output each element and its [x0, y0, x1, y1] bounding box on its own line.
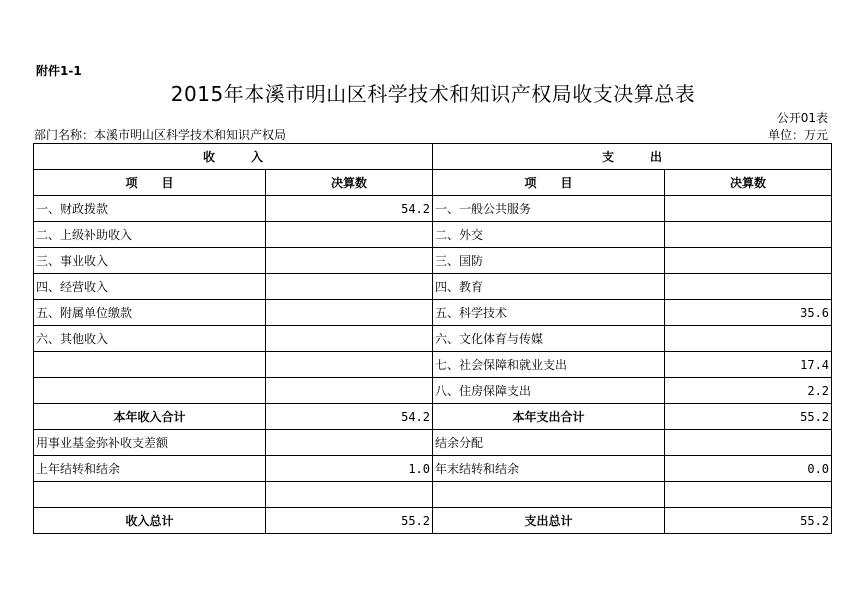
expense-amount: [665, 196, 832, 222]
income-item: 二、上级补助收入: [34, 222, 266, 248]
table-row: [34, 300, 832, 326]
empty-cell: [665, 482, 832, 508]
expense-item: 五、科学技术: [433, 300, 665, 326]
unit-label: 单位：万元: [767, 128, 828, 142]
expense-amount: 17.4: [665, 352, 832, 378]
expense-amount-header: 决算数: [665, 170, 832, 196]
income-amount-header: 决算数: [266, 170, 433, 196]
expense-amount: [665, 248, 832, 274]
department-name: 部门名称：本溪市明山区科学技术和知识产权局: [34, 128, 287, 142]
page-title: 2015年本溪市明山区科学技术和知识产权局收支决算总表: [170, 82, 696, 106]
expense-item-header: 项 目: [433, 170, 665, 196]
income-amount: [266, 274, 433, 300]
fund-gap-value: [266, 430, 433, 456]
expense-amount: 35.6: [665, 300, 832, 326]
income-amount: [266, 378, 433, 404]
empty-row: [34, 482, 832, 508]
section-header-row: [34, 144, 832, 170]
expense-amount: [665, 326, 832, 352]
income-total-label: 收入总计: [34, 508, 266, 534]
expense-item: 六、文化体育与传媒: [433, 326, 665, 352]
income-amount: [266, 300, 433, 326]
table-row: [34, 378, 832, 404]
expense-header: 支 出: [433, 144, 832, 170]
expense-item: 二、外交: [433, 222, 665, 248]
subtotal-row: [34, 404, 832, 430]
income-item-header: 项 目: [34, 170, 266, 196]
table-row: [34, 456, 832, 482]
income-amount: 54.2: [266, 196, 433, 222]
income-item: 六、其他收入: [34, 326, 266, 352]
expense-item: 一、一般公共服务: [433, 196, 665, 222]
income-item: 三、事业收入: [34, 248, 266, 274]
empty-cell: [34, 482, 266, 508]
form-code: 公开01表: [776, 111, 828, 125]
fund-gap-label: 用事业基金弥补收支差额: [34, 430, 266, 456]
expense-subtotal-value: 55.2: [665, 404, 832, 430]
income-amount: [266, 248, 433, 274]
table-row: [34, 326, 832, 352]
income-item: [34, 352, 266, 378]
expense-subtotal-label: 本年支出合计: [433, 404, 665, 430]
total-row: [34, 508, 832, 534]
surplus-distribution-value: [665, 430, 832, 456]
expense-item: 四、教育: [433, 274, 665, 300]
income-amount: [266, 222, 433, 248]
income-subtotal-label: 本年收入合计: [34, 404, 266, 430]
income-subtotal-value: 54.2: [266, 404, 433, 430]
expense-total-label: 支出总计: [433, 508, 665, 534]
prev-carryover-label: 上年结转和结余: [34, 456, 266, 482]
table-row: [34, 352, 832, 378]
end-carryover-label: 年末结转和结余: [433, 456, 665, 482]
table-row: [34, 196, 832, 222]
income-amount: [266, 326, 433, 352]
income-header: 收 入: [34, 144, 433, 170]
empty-cell: [266, 482, 433, 508]
prev-carryover-value: 1.0: [266, 456, 433, 482]
attachment-label: 附件1-1: [36, 64, 82, 78]
end-carryover-value: 0.0: [665, 456, 832, 482]
budget-table: [33, 143, 832, 534]
income-item: [34, 378, 266, 404]
expense-total-value: 55.2: [665, 508, 832, 534]
expense-item: 三、国防: [433, 248, 665, 274]
income-item: 一、财政拨款: [34, 196, 266, 222]
column-header-row: [34, 170, 832, 196]
empty-cell: [433, 482, 665, 508]
income-total-value: 55.2: [266, 508, 433, 534]
table-row: [34, 222, 832, 248]
table-row: [34, 274, 832, 300]
table-row: [34, 248, 832, 274]
table-row: [34, 430, 832, 456]
expense-amount: [665, 222, 832, 248]
expense-item: 七、社会保障和就业支出: [433, 352, 665, 378]
expense-amount: 2.2: [665, 378, 832, 404]
income-item: 五、附属单位缴款: [34, 300, 266, 326]
expense-item: 八、住房保障支出: [433, 378, 665, 404]
expense-amount: [665, 274, 832, 300]
surplus-distribution-label: 结余分配: [433, 430, 665, 456]
income-amount: [266, 352, 433, 378]
income-item: 四、经营收入: [34, 274, 266, 300]
